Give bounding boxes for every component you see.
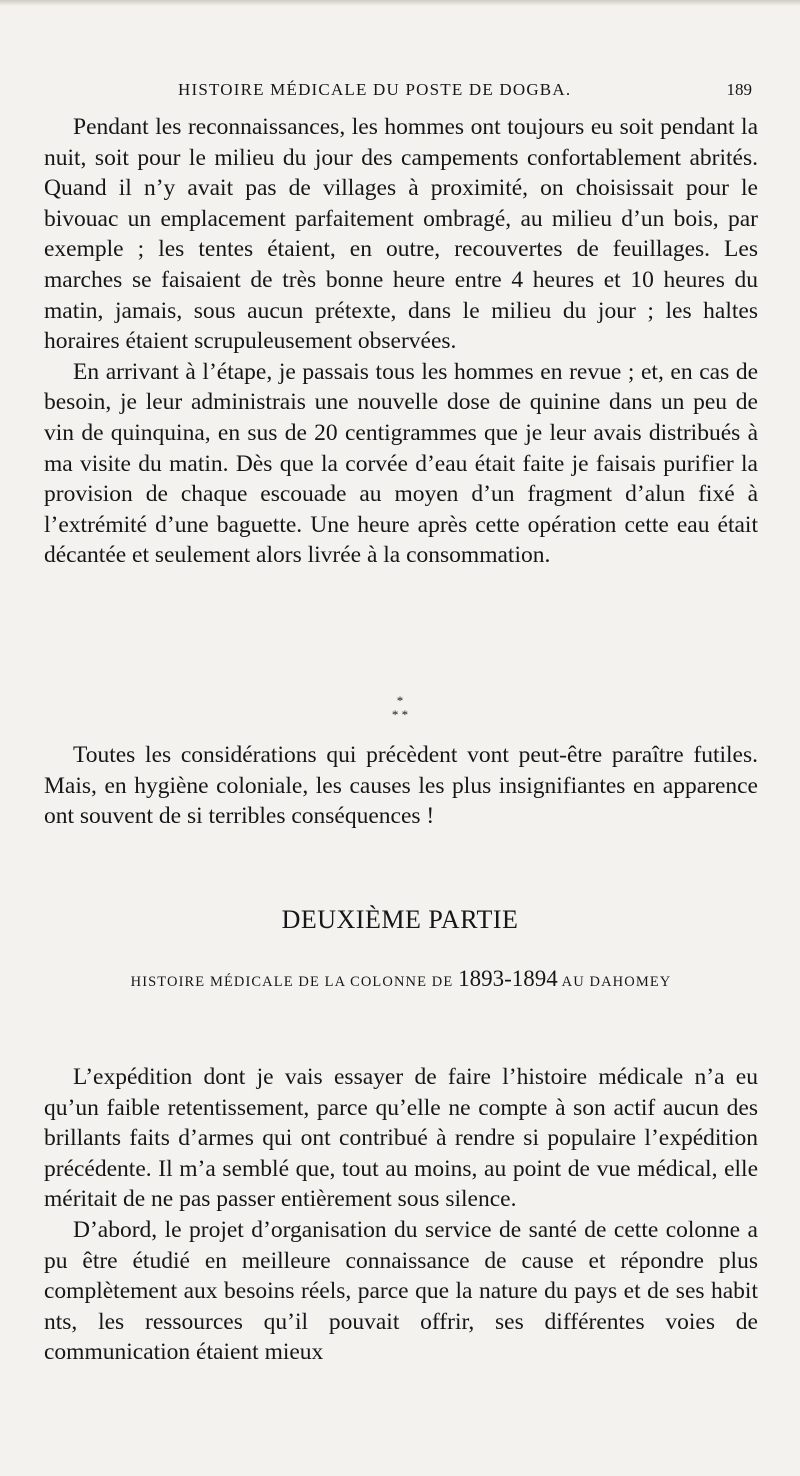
section-separator (0, 694, 800, 722)
running-title: HISTOIRE MÉDICALE DU POSTE DE DOGBA. (178, 80, 572, 99)
part-title: DEUXIÈME PARTIE (281, 905, 519, 934)
text-block-middle (44, 740, 758, 832)
running-header (178, 80, 752, 106)
text-block-top (44, 112, 758, 571)
text-block-bottom (44, 1062, 758, 1368)
page-number: 189 (726, 80, 752, 99)
subheading-years: 1893-1894 (458, 966, 558, 991)
subheading-text: HISTOIRE MÉDICALE DE LA COLONNE DE (130, 974, 454, 990)
separator-stars: * * (391, 707, 409, 722)
paragraph: D’abord, le projet d’organisation du service de santé de cette colonne a pu être étudié en meilleure connaissance de cause et répondre plus complètement aux besoins réels, parce que la nature du pays et de ses habit nts, les ressources qu’il pouvait offrir, ses différentes voies de communication étaient mieux (44, 1216, 758, 1366)
subheading-text: AU DAHOMEY (561, 974, 672, 990)
paragraph: L’expédition dont je vais essayer de faire l’histoire médicale n’a eu qu’un faible retentissement, parce qu’elle ne compte à son actif aucun des brillants faits d’armes qui ont contribué à rendre si populaire l’expédition précédente. Il m’a semblé que, tout au moins, au point de vue médical, elle méritait de ne pas passer entièrement sous silence. (44, 1064, 758, 1213)
scan-edge (0, 0, 800, 6)
section-subheading (44, 966, 758, 992)
paragraph: En arrivant à l’étape, je passais tous les hommes en revue ; et, en cas de besoin, je leur administrais une nouvelle dose de quinine dans un peu de vin de quinquina, en sus de 20 centigrammes que je leur avais distribués à ma visite du matin. Dès que la corvée d’eau était faite je faisais purifier la provision de chaque escouade au moyen d’un fragment d’alun fixé à l’extrémité d’une baguette. Une heure après cette opération cette eau était décantée et seulement alors livrée à la consommation. (44, 358, 758, 569)
separator-star: * (396, 693, 404, 708)
paragraph: Pendant les reconnaissances, les hommes ont toujours eu soit pendant la nuit, soit pour le milieu du jour des campements confortablement abrités. Quand il n’y avait pas de villages à proximité, on choisissait pour le bivouac un emplacement parfaitement ombragé, au milieu d’un bois, par exemple ; les tentes étaient, en outre, recouvertes de feuillages. Les marches se faisaient de très bonne heure entre 4 heures et 10 heures du matin, jamais, sous aucun prétexte, dans le milieu du jour ; les haltes horaires étaient scrupuleusement observées. (44, 114, 758, 355)
paragraph: Toutes les considérations qui précèdent vont peut-être paraître futiles. Mais, en hygiène coloniale, les causes les plus insignifiantes en apparence ont souvent de si terribles conséquences ! (44, 742, 758, 830)
